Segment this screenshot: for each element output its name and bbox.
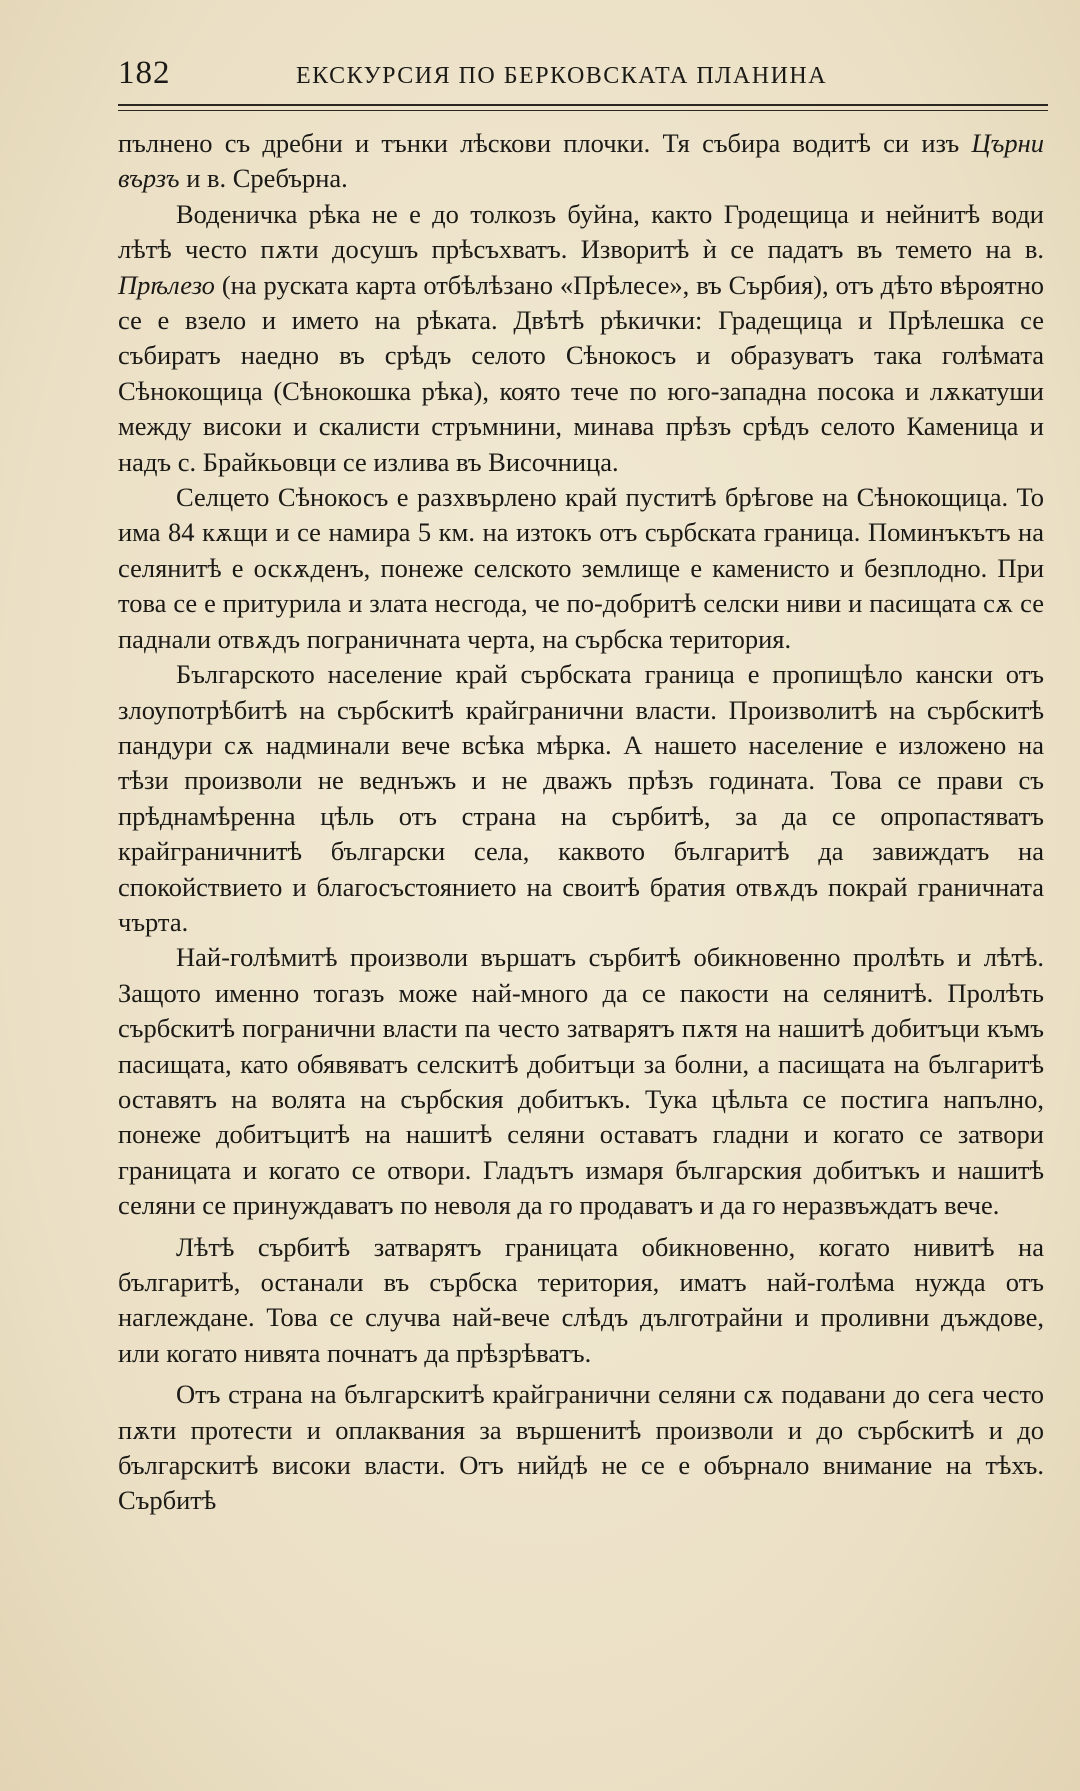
paragraph-text: Селцето Сѣнокосъ е разхвърлено край пуститѣ брѣгове на Сѣнокощица. То има 84 кѫщи и се намира 5 км. на изтокъ отъ сърбската граница. Поминъкътъ на селянитѣ е оскѫденъ, понеже селското землище е каменисто и безплодно. При това се е притурила и злата несгода, че по-добритѣ селски ниви и пасищата сѫ се паднали отвѫдъ пограничната черта, на сърбска територия. xyxy=(118,482,1044,654)
paragraph-3 xyxy=(118,480,1044,657)
paragraph-text: пълнено съ дребни и тънки лѣскови плочки. Тя събира водитѣ си изъ xyxy=(118,128,972,158)
paragraph-text: Воденичка рѣка не е до толкозъ буйна, както Гродещица и нейнитѣ води лѣтѣ често пѫти досушъ прѣсъхватъ. Изворитѣ ѝ се падатъ въ темето на в. xyxy=(118,198,1044,265)
page-header xyxy=(118,55,1048,105)
header-rule xyxy=(118,104,1048,106)
paragraph-text: Българското население край сърбската граница е пропищѣло кански отъ злоупотрѣбитѣ на сърбскитѣ крайгранични власти. Произволитѣ на сърбскитѣ пандури сѫ надминали вече всѣка мѣрка. А нашето население е изложено на тѣзи произволи не веднъжъ и не дважъ прѣзъ годината. Това се прави съ прѣднамѣренна цѣль отъ страна на сърбитѣ, за да се опропастяватъ крайграничнитѣ български села, каквото българитѣ да завиждатъ на спокойствието и благосъстоянието на своитѣ братия отвѫдъ покрай граничната чърта. xyxy=(118,659,1044,937)
header-rule-thin xyxy=(118,110,1048,111)
paragraph-5 xyxy=(118,940,1044,1223)
paragraph-7 xyxy=(118,1377,1044,1519)
paragraph-text: Лѣтѣ сърбитѣ затварятъ границата обикновенно, когато нивитѣ на българитѣ, останали въ сърбска територия, иматъ най-голѣма нужда отъ наглеждане. Това се случва най-вече слѣдъ дълготрайни и проливни дъждове, или когато нивята почнатъ да прѣзрѣватъ. xyxy=(118,1231,1044,1368)
place-name-italic: Църни вързъ xyxy=(118,128,1044,194)
paragraph-4 xyxy=(118,657,1044,940)
body-text xyxy=(118,126,1044,1519)
paragraph-text: (на руската карта отбѣлѣзано «Прѣлесе», въ Сърбия), отъ дѣто вѣроятно се е взело и името на рѣката. Двѣтѣ рѣкички: Градещица и Прѣлешка се събиратъ наедно въ срѣдъ селото Сѣнокосъ и образуватъ така голѣмата Сѣнокощица (Сѣнокошка рѣка), която тече по юго-западна посока и лѫкатуши между високи и скалисти стръмнини, минава прѣзъ срѣдъ селото Каменица и надъ с. Брайкьовци се излива въ Височница. xyxy=(118,269,1044,477)
paragraph-6 xyxy=(118,1230,1044,1372)
paragraph-text: и в. Сребърна. xyxy=(179,163,348,194)
page-number: 182 xyxy=(118,55,171,91)
paragraph-text: Най-голѣмитѣ произволи вършатъ сърбитѣ обикновенно пролѣть и лѣтѣ. Защото именно тогазъ може най-много да се пакости на селянитѣ. Пролѣть сърбскитѣ погранични власти па често затварятъ пѫтя на нашитѣ добитъци къмъ пасищата, като обявяватъ селскитѣ добитъци за болни, а пасищата на българитѣ оставятъ на волята на сърбския добитъкъ. Тука цѣльта се постига напълно, понеже добитъцитѣ на нашитѣ селяни оставатъ гладни и когато се затвори границата и когато се отвори. Гладътъ измаря българския добитъкъ и нашитѣ селяни се принуждаватъ по неволя да го продаватъ и да го неразвъждатъ вече. xyxy=(118,942,1044,1221)
paragraph-2 xyxy=(118,197,1044,480)
running-title: ЕКСКУРСИЯ ПО БЕРКОВСКАТА ПЛАНИНА xyxy=(296,63,828,89)
paragraph-text: Отъ страна на българскитѣ крайгранични селяни сѫ подавани до сега често пѫти протести и оплаквания за вършенитѣ произволи и до сърбскитѣ и до българскитѣ високи власти. Отъ нийдѣ не се е обърнало внимание на тѣхъ. Сърбитѣ xyxy=(118,1379,1044,1516)
place-name-italic: Прѣлезо xyxy=(118,269,215,300)
paragraph-1 xyxy=(118,126,1044,197)
